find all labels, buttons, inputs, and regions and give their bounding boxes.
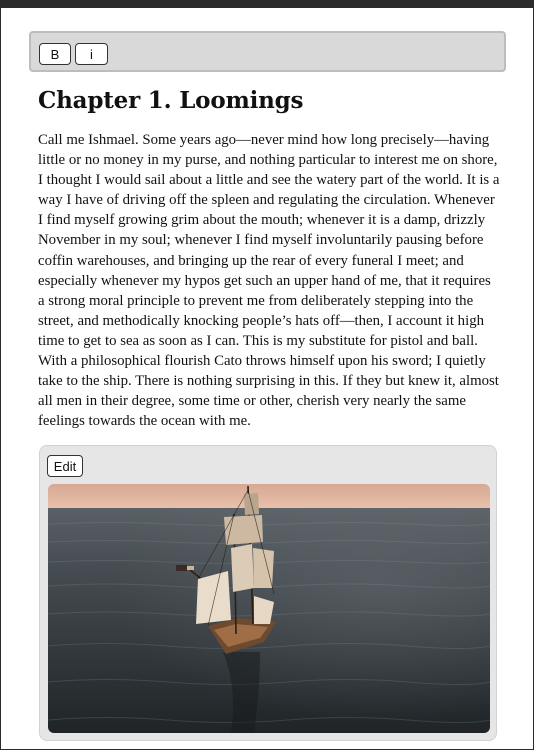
image-block bbox=[39, 445, 497, 741]
bold-button[interactable]: B bbox=[39, 43, 71, 65]
chapter-title[interactable]: Chapter 1. Loomings bbox=[38, 87, 304, 114]
ship-image bbox=[48, 484, 490, 733]
formatting-toolbar bbox=[29, 31, 506, 72]
ship-photo bbox=[48, 484, 490, 733]
italic-button[interactable]: i bbox=[75, 43, 108, 65]
chapter-paragraph[interactable]: Call me Ishmael. Some years ago—never mind how long precisely—having little or no money in my purse, and nothing particular to interest me on shore, I thought I would sail about a little and see the watery part of the world. It is a way I have of driving off the spleen and regulating the circulation. Whenever I find myself growing grim about the mouth; whenever it is a damp, drizzly November in my soul; whenever I find myself involuntarily pausing before coffin warehouses, and bringing up the rear of every funeral I meet; and especially whenever my hypos get such an upper hand of me, that it requires a strong moral principle to prevent me from deliberately stepping into the street, and methodically knocking people’s hats off—then, I account it high time to get to sea as soon as I can. This is my substitute for pistol and ball. With a philosophical flourish Cato throws himself upon his sword; I quietly take to the ship. There is nothing surprising in this. If they but knew it, almost all men in their degree, some time or other, cherish very nearly the same feelings towards the ocean with me. bbox=[38, 132, 500, 430]
edit-image-button[interactable]: Edit bbox=[47, 455, 83, 477]
